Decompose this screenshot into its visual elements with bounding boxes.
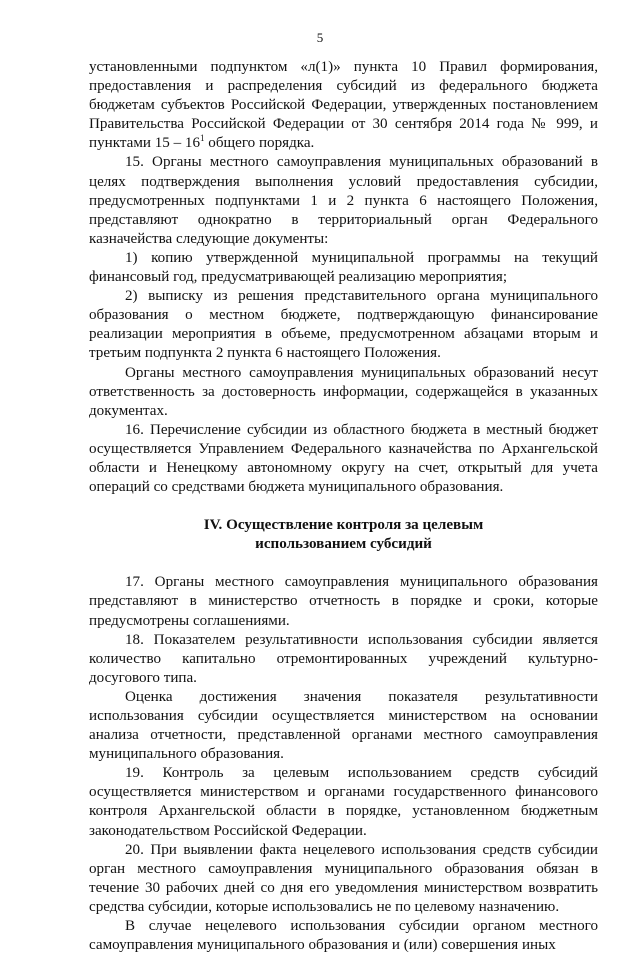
paragraph-15-item-1: 1) копию утвержденной муниципальной программы на текущий финансовый год, предусматривающей реализацию мероприятия;: [89, 249, 598, 286]
paragraph-20: 20. При выявлении факта нецелевого использования средств субсидии орган местного самоуправления муниципального образования обязан в течение 30 рабочих дней со дня его уведомления министерством возвратить средства субсидии, которые использовались не по целевому назначению.: [89, 841, 598, 915]
section-heading-line-1: IV. Осуществление контроля за целевым: [203, 517, 484, 534]
paragraph-16: 16. Перечисление субсидии из областного бюджета в местный бюджет осуществляется Управлением Федерального казначейства по Архангельской области и Ненецкому автономному округу на счет, открытый для учета операций со средствами бюджета муниципального образования.: [89, 421, 598, 496]
paragraph-misuse: В случае нецелевого использования субсидии органом местного самоуправления муниципального образования и (или) совершения иных: [89, 918, 598, 954]
spacer: [89, 497, 598, 516]
paragraph-15: 15. Органы местного самоуправления муниципальных образований в целях подтверждения выполнения условий предоставления субсидии, предусмотренных подпунктами 1 и 2 пункта 6 настоящего Положения, представляют однократно в территориальный орган Федерального казначейства следующие документы:: [89, 154, 598, 247]
paragraph-responsibility: Органы местного самоуправления муниципальных образований несут ответственность за достоверность информации, содержащейся в указанных документах.: [89, 364, 598, 419]
paragraph-continuation-text: установленными подпунктом «л(1)» пункта 10 Правил формирования, предоставления и распределения субсидий из федерального бюджета бюджетам субъектов Российской Федерации, утвержденных постановлением Правительства Российской Федерации от 30 сентября 2014 года № 999, и пунктами 15 – 16: [89, 59, 598, 152]
paragraph-19: 19. Контроль за целевым использованием средств субсидий осуществляется министерством и органами государственного финансового контроля Архангельской области в порядке, установленном бюджетным законодательством Российской Федерации.: [89, 765, 598, 839]
superscript: 1: [200, 133, 205, 144]
paragraph-continuation-tail: общего порядка.: [204, 135, 315, 152]
paragraph-18: 18. Показателем результативности использования субсидии является количество капитально отремонтированных учреждений культурно-досугового типа.: [89, 631, 598, 686]
page-number: 5: [316, 30, 324, 45]
spacer: [89, 554, 598, 573]
paragraph-15-item-2: 2) выписку из решения представительного органа муниципального образования о местном бюджете, подтверждающую финансирование реализации мероприятия в объеме, предусмотренном абзацами вторым и третьим подпункта 2 пункта 6 настоящего Положения.: [89, 288, 598, 362]
paragraph-evaluation: Оценка достижения значения показателя результативности использования субсидии осуществляется министерством на основании анализа отчетности, представленной органами местного самоуправления муниципального образования.: [89, 688, 598, 763]
paragraph-17: 17. Органы местного самоуправления муниципального образования представляют в министерство отчетность в порядке и сроки, которые предусмотрены соглашениями.: [89, 574, 598, 629]
document-body: [89, 58, 598, 955]
paragraph-continuation: [89, 58, 598, 153]
section-heading-line-2: использованием субсидий: [255, 536, 432, 553]
